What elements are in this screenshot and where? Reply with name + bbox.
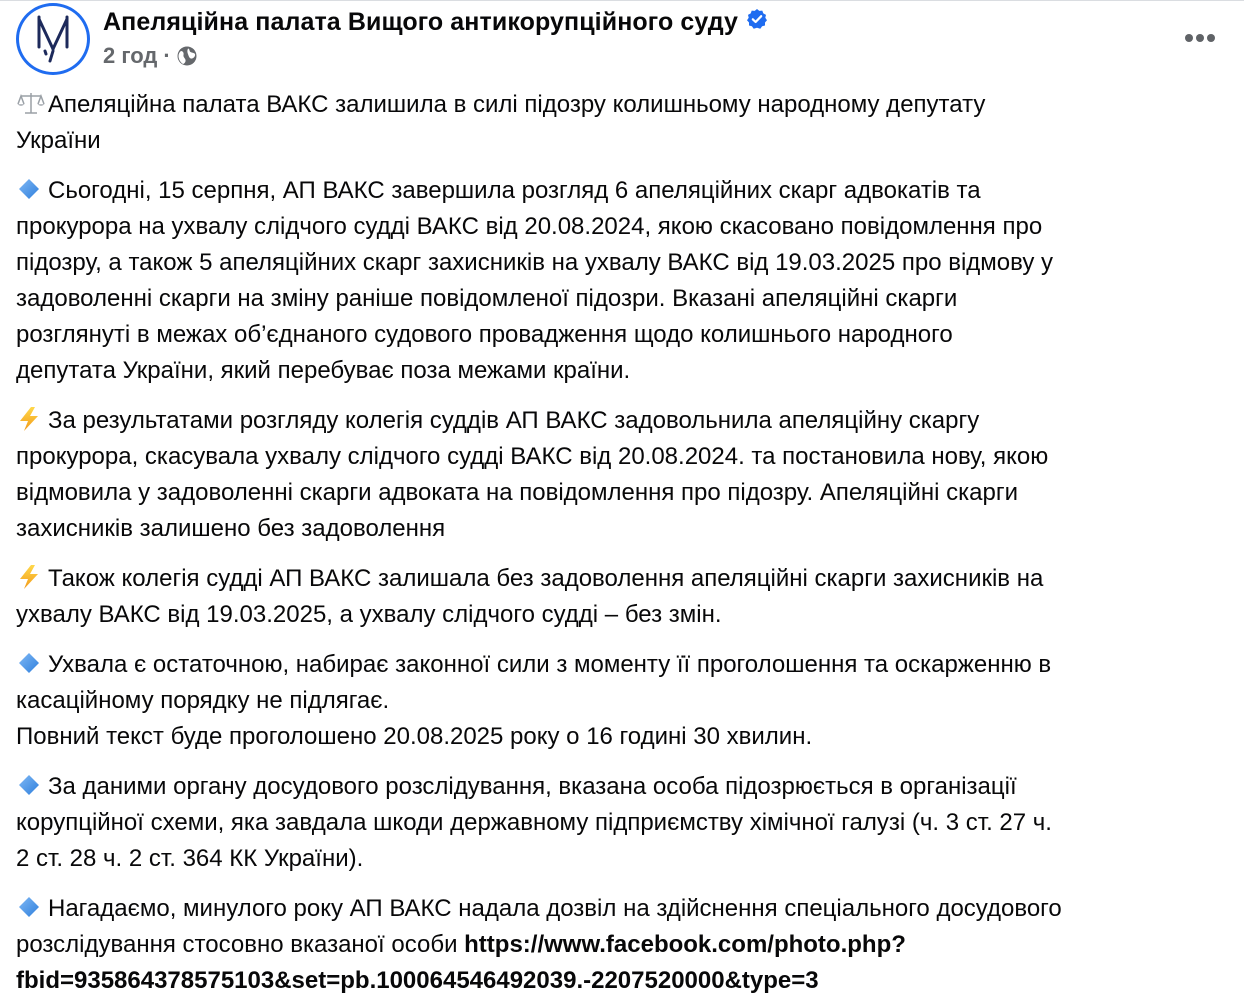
- post-paragraph: [16, 87, 1236, 159]
- more-horizontal-icon: [1207, 34, 1215, 42]
- text-line: корупційної схеми, яка завдала шкоди державному підприємству хімічної галузі (ч. 3 ст. 27 ч.: [16, 809, 1052, 836]
- post-paragraph: [16, 891, 1236, 999]
- text-line: прокурора на ухвалу слідчого судді ВАКС від 20.08.2024, якою скасовано повідомлення про: [16, 213, 1043, 240]
- text-line: За даними органу досудового розслідування, вказана особа підозрюється в організації: [16, 769, 1236, 805]
- post-paragraph: [16, 173, 1236, 389]
- text-line: захисників залишено без задоволення: [16, 515, 446, 542]
- text-line: розслідування стосовно вказаної особи https://www.facebook.com/photo.php?: [16, 931, 906, 958]
- text-line: [16, 963, 1236, 999]
- text-line: Ухвала є остаточною, набирає законної сили з моменту її проголошення та оскарженню в: [16, 647, 1236, 683]
- more-horizontal-icon: [1185, 34, 1193, 42]
- more-options-button[interactable]: [1178, 23, 1222, 53]
- blue-diamond-icon: [16, 772, 42, 798]
- page-name-link[interactable]: Апеляційна палата Вищого антикорупційного суду: [103, 7, 739, 36]
- text-line: підозру, а також 5 апеляційних скарг захисників на ухвалу ВАКС від 19.03.2025 про відмову у: [16, 249, 1054, 276]
- blue-diamond-icon: [16, 894, 42, 920]
- meta-separator: ·: [163, 43, 171, 68]
- more-horizontal-icon: [1196, 34, 1204, 42]
- post-timestamp-link[interactable]: 2 год: [103, 43, 158, 68]
- post-paragraph: [16, 647, 1236, 755]
- author-row: [103, 5, 768, 39]
- post-paragraph: [16, 561, 1236, 633]
- lightning-icon: [16, 406, 42, 432]
- text-line: За результатами розгляду колегія суддів АП ВАКС задовольнила апеляційну скаргу: [16, 403, 1236, 439]
- text-line: розглянуті в межах об’єднаного судового провадження щодо колишнього народного: [16, 321, 953, 348]
- text-line: задоволенні скарги на зміну раніше повідомленої підозри. Вказані апеляційні скарги: [16, 285, 958, 312]
- blue-diamond-icon: [16, 650, 42, 676]
- balance-scale-icon: [16, 90, 46, 116]
- text-line: Також колегія судді АП ВАКС залишала без задоволення апеляційні скарги захисників на: [16, 561, 1236, 597]
- avatar[interactable]: [16, 3, 90, 75]
- text-line: 2 ст. 28 ч. 2 ст. 364 КК України).: [16, 845, 364, 872]
- post-paragraph: [16, 403, 1236, 547]
- verified-badge-icon: [746, 8, 768, 30]
- text-line: Нагадаємо, минулого року АП ВАКС надала дозвіл на здійснення спеціального досудового: [16, 891, 1236, 927]
- text-line: Апеляційна палата ВАКС залишила в силі підозру колишньому народному депутату: [16, 87, 1236, 123]
- post-header: [16, 3, 1244, 79]
- text-line: депутата України, який перебуває поза межами країни.: [16, 357, 631, 384]
- text-line: Сьогодні, 15 серпня, АП ВАКС завершила розгляд 6 апеляційних скарг адвокатів та: [16, 173, 1236, 209]
- text-line: касаційному порядку не підлягає.: [16, 687, 390, 714]
- text-line: України: [16, 127, 101, 154]
- text-line: ухвалу ВАКС від 19.03.2025, а ухвалу слідчого судді – без змін.: [16, 601, 722, 628]
- post-body: [16, 87, 1236, 1004]
- text-line: Повний текст буде проголошено 20.08.2025 року о 16 годині 30 хвилин.: [16, 723, 813, 750]
- photo-link-continuation[interactable]: fbid=935864378575103&set=pb.100064546492039.-2207520000&type=3: [16, 967, 819, 994]
- trident-logo-icon: [33, 13, 73, 65]
- photo-link[interactable]: https://www.facebook.com/photo.php?: [464, 931, 906, 958]
- text-line: прокурора, скасувала ухвалу слідчого судді ВАКС від 20.08.2024. та постановила нову, якою: [16, 443, 1049, 470]
- text-line: відмовила у задоволенні скарги адвоката на повідомлення про підозру. Апеляційні скарги: [16, 479, 1018, 506]
- post-paragraph: [16, 769, 1236, 877]
- blue-diamond-icon: [16, 176, 42, 202]
- lightning-icon: [16, 564, 42, 590]
- post-meta: [103, 43, 197, 69]
- globe-icon[interactable]: [177, 46, 197, 66]
